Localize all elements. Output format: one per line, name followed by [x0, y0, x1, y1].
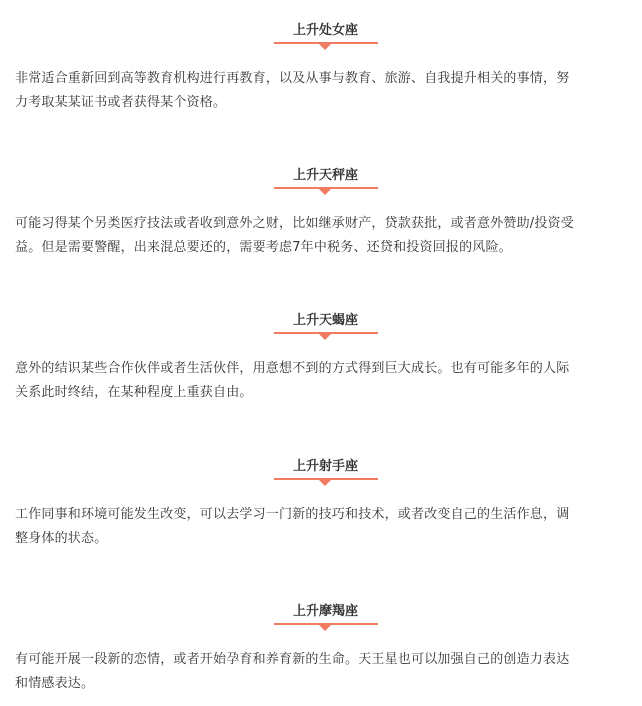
heading-block	[0, 603, 642, 643]
heading-block	[0, 22, 642, 62]
down-arrow-icon	[318, 43, 332, 50]
paragraph-line: 可能习得某个另类医疗技法或者收到意外之财，比如继承财产，贷款获批，或者意外赞助/投资受	[15, 216, 574, 231]
section-paragraph	[15, 648, 637, 696]
paragraph-line: 和情感表达。	[15, 676, 95, 691]
paragraph-line: 关系此时终结，在某种程度上重获自由。	[15, 385, 253, 400]
paragraph-line: 整身体的状态。	[15, 531, 108, 546]
paragraph-line: 有可能开展一段新的恋情，或者开始孕育和养育新的生命。天王星也可以加强自己的创造力表达	[15, 652, 570, 667]
section-paragraph	[15, 503, 637, 551]
paragraph-line: 意外的结识某些合作伙伴或者生活伙伴，用意想不到的方式得到巨大成长。也有可能多年的人际	[15, 361, 570, 376]
section-heading: 上升射手座	[292, 459, 358, 474]
paragraph-line: 力考取某某证书或者获得某个资格。	[15, 95, 227, 110]
section-paragraph	[15, 212, 637, 260]
down-arrow-icon	[318, 333, 332, 340]
heading-block	[0, 167, 642, 207]
down-arrow-icon	[318, 624, 332, 631]
down-arrow-icon	[318, 188, 332, 195]
down-arrow-icon	[318, 479, 332, 486]
section-heading: 上升摩羯座	[292, 604, 358, 619]
section-heading: 上升天蝎座	[292, 313, 358, 328]
paragraph-line: 益。但是需要警醒，出来混总要还的，需要考虑7年中税务、还贷和投资回报的风险。	[15, 240, 512, 255]
section-paragraph	[15, 67, 637, 115]
heading-block	[0, 458, 642, 498]
section-heading: 上升天秤座	[292, 168, 358, 183]
paragraph-line: 非常适合重新回到高等教育机构进行再教育，以及从事与教育、旅游、自我提升相关的事情，努	[15, 71, 570, 86]
paragraph-line: 工作同事和环境可能发生改变，可以去学习一门新的技巧和技术，或者改变自己的生活作息，调	[15, 507, 570, 522]
section-heading: 上升处女座	[292, 23, 358, 38]
heading-block	[0, 312, 642, 352]
section-paragraph	[15, 357, 637, 405]
